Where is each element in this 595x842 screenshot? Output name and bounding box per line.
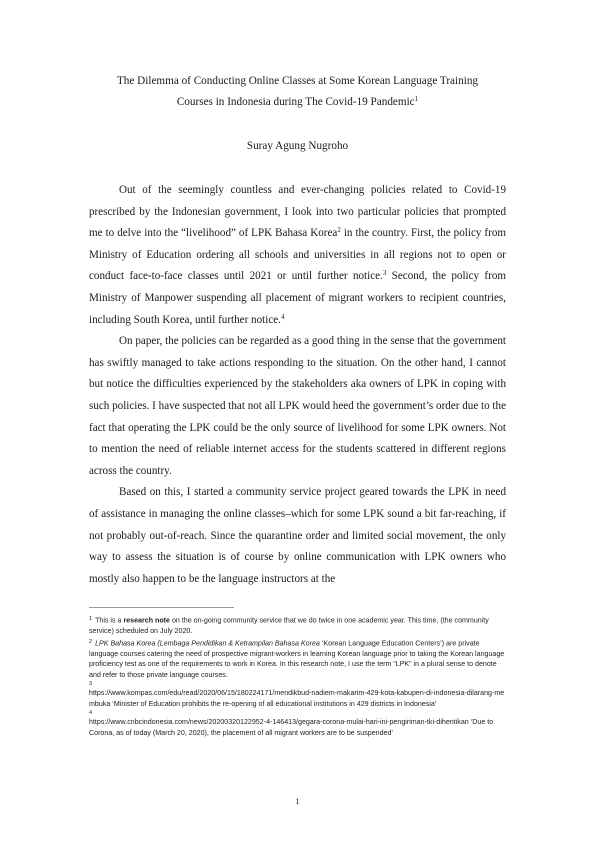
paragraph-3: Based on this, I started a community service project geared towards the LPK in need of assistance in managing the online classes–which for some LPK sound a bit far-reaching, if not probably out-of-reach. Since the quarantine order and limited social movement, the only way to assess the situation is of course by online communication with LPK owners who mostly also happen to be the language instructors at the (89, 486, 506, 585)
footnote-mark: 1 (89, 616, 93, 622)
author-name: Suray Agung Nugroho (246, 140, 349, 152)
title-footnote-mark[interactable]: 1 (414, 95, 419, 103)
paper-title (70, 71, 525, 113)
paragraph-1 (89, 180, 506, 331)
footnote-2 (89, 637, 506, 681)
footnote-mark: 3 (89, 681, 93, 687)
paragraph-2: On paper, the policies can be regarded as a good thing in the sense that the government has swiftly managed to take actions responding to the situation. On the other hand, I cannot but notice the difficulties experienced by the stakeholders aka owners of LPK in coping with such policies. I have suspected that not all LPK would heed the government’s order due to the fact that operating the LPK could be the only source of livelihood for some LPK owners. Not to mention the need of reliable internet access for the students scattered in different regions across the country. (89, 335, 506, 477)
footnote-emphasis: research note (123, 616, 170, 625)
footnote-ref-3[interactable]: 3 (382, 269, 387, 278)
footnote-1 (89, 614, 506, 637)
footnote-mark: 2 (89, 638, 93, 645)
footnote-link[interactable]: https://www.kompas.com/edu/read/2020/06/15/180224171/mendikbud-nadiem-makarim-429-kota-kabupen-di-indonesia-dilarang-membuka (89, 689, 505, 708)
footnote-separator (89, 607, 234, 608)
footnote-text: ‘Due to Corona, as of today (March 20, 2020), the placement of all migrant workers are to be suspended’ (89, 718, 494, 737)
footnote-italic-term: LPK Bahasa Korea (Lembaga Pendidikan & Ketrampilan Bahasa Korea (95, 639, 320, 647)
footnotes (89, 614, 506, 738)
footnote-text: ‘Minister of Education prohibits the re-opening of all educational institutions in 429 districts in Indonesia’ (110, 699, 437, 708)
title-line-2: Courses in Indonesia during The Covid-19 Pandemic (176, 96, 415, 108)
body-text (89, 180, 506, 590)
paragraph-1-text-a: Out of the seemingly countless and ever-changing policies related to Covid-19 prescribed by the Indonesian government, I look into two particular policies that prompted me to delve into the “livelihood” of LPK Bahasa Korea (89, 184, 506, 240)
footnote-ref-2[interactable]: 2 (337, 226, 341, 235)
paragraph-1-text-b: in the country. First, the policy from Ministry of Education ordering all schools and universities in all regions not to open or conduct face-to-face classes until 2021 or until further notice. (89, 227, 506, 283)
footnote-mark: 4 (89, 710, 93, 716)
footnote-4 (89, 709, 506, 738)
title-line-1: The Dilemma of Conducting Online Classes at Some Korean Language Training (116, 75, 479, 87)
footnote-3 (89, 680, 506, 709)
footnote-text: on the on-going community service that we do twice in one academic year. This time, (the community service) scheduled on July 2020. (89, 616, 489, 635)
paragraph-1-text-c: Second, the policy from Ministry of Manpower suspending all placement of migrant workers to recipient countries, including South Korea, until further notice. (89, 270, 506, 326)
footnote-text: ‘Korean Language Education Centers’) are private language courses catering the need of prospective migrant-workers in learning Korean language prior to taking the Korean language proficiency test as one of the requirements to work in Korea. In this research note, I use the term “LPK” in a plural sense to denote and refer to those private language courses. (89, 639, 505, 679)
footnote-link[interactable]: https://www.cnbcindonesia.com/news/20200320122952-4-146413/gegara-corona-mulai-hari-ini-pengiriman-tki-dihentikan (89, 718, 469, 726)
footnote-ref-4[interactable]: 4 (280, 312, 285, 321)
page-number: 1 (295, 796, 300, 806)
footnote-text: This is a (95, 616, 124, 625)
